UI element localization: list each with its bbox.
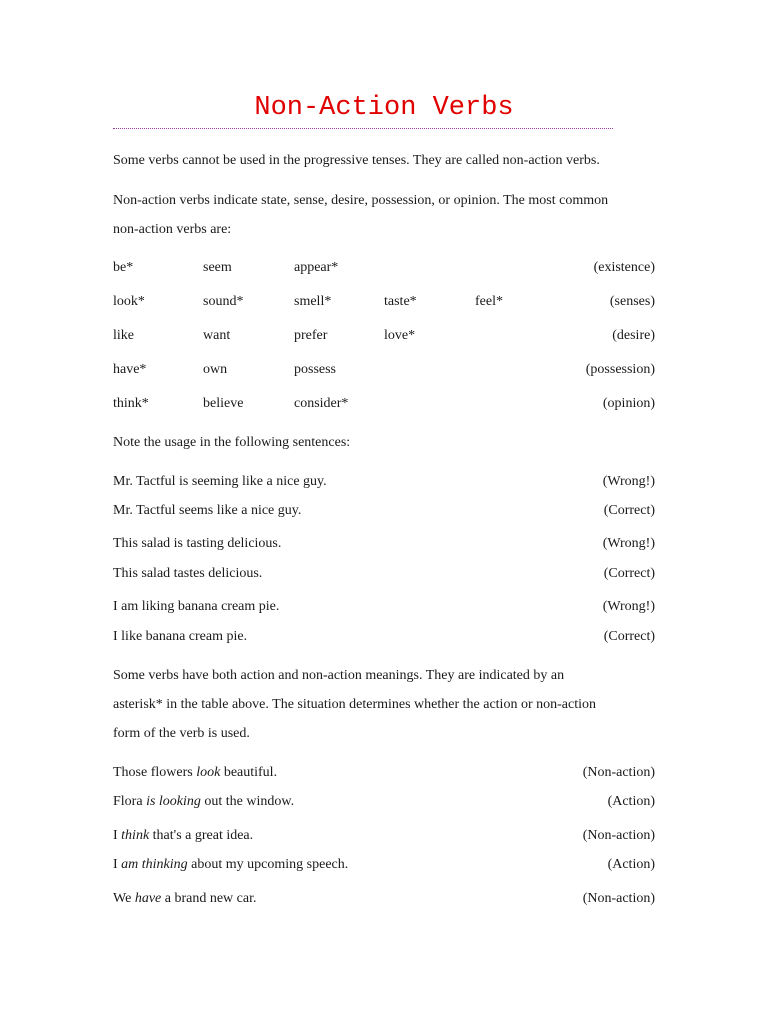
verb-table-row bbox=[113, 258, 655, 278]
verb-cell: prefer bbox=[294, 328, 328, 343]
verb-category: (opinion) bbox=[602, 396, 655, 411]
meaning-label: (Non-action) bbox=[582, 765, 655, 780]
both-meanings-paragraph-line-3: form of the verb is used. bbox=[113, 726, 250, 741]
verb-category: (desire) bbox=[612, 328, 655, 343]
example-sentence: This salad tastes delicious. bbox=[113, 566, 263, 581]
verb-cell: love* bbox=[384, 328, 416, 343]
example-sentence-row bbox=[113, 534, 655, 554]
example-sentence-row bbox=[113, 564, 655, 584]
verb-cell: want bbox=[203, 328, 231, 343]
example-sentence-row bbox=[113, 501, 655, 521]
example-sentence: This salad is tasting delicious. bbox=[113, 536, 282, 551]
example-sentence: I am liking banana cream pie. bbox=[113, 599, 280, 614]
verb-cell: seem bbox=[203, 260, 232, 275]
intro-paragraph-1: Some verbs cannot be used in the progressive tenses. They are called non-action verbs. bbox=[113, 153, 600, 168]
page-title: Non-Action Verbs bbox=[254, 93, 514, 123]
meaning-label: (Action) bbox=[607, 794, 655, 809]
verb-table-row bbox=[113, 292, 655, 312]
example-verdict: (Wrong!) bbox=[602, 474, 655, 489]
example-sentence: Mr. Tactful is seeming like a nice guy. bbox=[113, 474, 327, 489]
emphasized-verb: think bbox=[121, 828, 150, 843]
both-meanings-paragraph-line-2: asterisk* in the table above. The situation determines whether the action or non-action bbox=[113, 697, 596, 712]
title-divider bbox=[113, 128, 613, 129]
verb-cell: sound* bbox=[203, 294, 244, 309]
verb-cell: have* bbox=[113, 362, 147, 377]
verb-category: (possession) bbox=[585, 362, 655, 377]
intro-paragraph-2-line-2: non-action verbs are: bbox=[113, 222, 232, 237]
meaning-example-sentence: Flora is looking out the window. bbox=[113, 794, 295, 809]
verb-cell: smell* bbox=[294, 294, 332, 309]
verb-table-row bbox=[113, 326, 655, 346]
verb-table-row bbox=[113, 360, 655, 380]
verb-cell: appear* bbox=[294, 260, 339, 275]
emphasized-verb: is looking bbox=[146, 794, 201, 809]
example-verdict: (Correct) bbox=[603, 566, 655, 581]
verb-cell: believe bbox=[203, 396, 244, 411]
emphasized-verb: look bbox=[196, 765, 221, 780]
example-sentence: Mr. Tactful seems like a nice guy. bbox=[113, 503, 302, 518]
emphasized-verb: am thinking bbox=[121, 857, 188, 872]
verb-cell: like bbox=[113, 328, 134, 343]
intro-paragraph-2-line-1: Non-action verbs indicate state, sense, desire, possession, or opinion. The most common bbox=[113, 193, 609, 208]
example-sentence-row bbox=[113, 472, 655, 492]
example-verdict: (Wrong!) bbox=[602, 599, 655, 614]
verb-cell: look* bbox=[113, 294, 145, 309]
meaning-label: (Non-action) bbox=[582, 891, 655, 906]
example-verdict: (Correct) bbox=[603, 629, 655, 644]
example-verdict: (Correct) bbox=[603, 503, 655, 518]
verb-category: (senses) bbox=[609, 294, 655, 309]
example-sentence-row bbox=[113, 627, 655, 647]
meaning-example-row bbox=[113, 792, 655, 812]
example-verdict: (Wrong!) bbox=[602, 536, 655, 551]
verb-cell: possess bbox=[294, 362, 337, 377]
example-sentence-row bbox=[113, 597, 655, 617]
meaning-label: (Action) bbox=[607, 857, 655, 872]
meaning-example-row bbox=[113, 855, 655, 875]
meaning-example-row bbox=[113, 889, 655, 909]
both-meanings-paragraph-line-1: Some verbs have both action and non-action meanings. They are indicated by an bbox=[113, 668, 565, 683]
verb-cell: feel* bbox=[475, 294, 503, 309]
emphasized-verb: have bbox=[134, 891, 162, 906]
meaning-example-sentence: I think that's a great idea. bbox=[113, 828, 254, 843]
verb-cell: consider* bbox=[294, 396, 349, 411]
note-paragraph: Note the usage in the following sentences: bbox=[113, 435, 351, 450]
meaning-label: (Non-action) bbox=[582, 828, 655, 843]
meaning-example-row bbox=[113, 826, 655, 846]
verb-cell: think* bbox=[113, 396, 149, 411]
verb-cell: own bbox=[203, 362, 228, 377]
verb-category: (existence) bbox=[593, 260, 655, 275]
meaning-example-sentence: We have a brand new car. bbox=[113, 891, 257, 906]
meaning-example-sentence: I am thinking about my upcoming speech. bbox=[113, 857, 349, 872]
meaning-example-sentence: Those flowers look beautiful. bbox=[113, 765, 278, 780]
verb-table-row bbox=[113, 394, 655, 414]
verb-cell: taste* bbox=[384, 294, 417, 309]
verb-cell: be* bbox=[113, 260, 134, 275]
meaning-example-row bbox=[113, 763, 655, 783]
example-sentence: I like banana cream pie. bbox=[113, 629, 248, 644]
